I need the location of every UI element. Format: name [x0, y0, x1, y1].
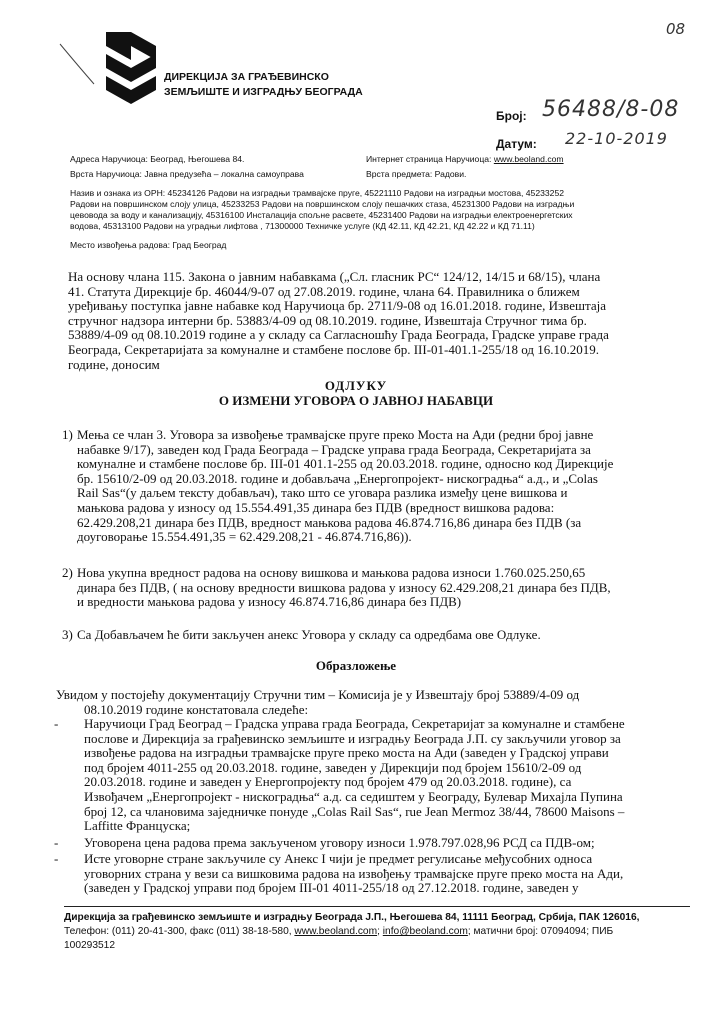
contracting-type: Врста Наручиоца: Јавна предузећа – локална самоуправа — [70, 169, 304, 179]
item-line: Rail Sas“(у даљем тексту добављач), тако што се уговара разлика између цене вишкова и — [77, 485, 568, 501]
decision-title: ОДЛУКУ — [324, 378, 388, 393]
bullet-line: извођење радова на изградњи трамвајске пруге преко моста на Ади (заведен у Градској управи — [84, 745, 609, 761]
decision-item-3 — [62, 628, 690, 643]
broj-value: 56488/8-08 — [542, 97, 680, 122]
scribble-mark — [58, 38, 98, 88]
orn-line: цевовода за воду и канализацију, 45316100 Инсталација спољне расвете, 45231400 Радови на изградњи електроенергетских — [70, 210, 573, 220]
item-line: и вредности мањкова радова у износу 46.874.716,86 динара без ПДВ) — [77, 594, 462, 610]
footer-line2 — [64, 925, 694, 939]
footer-rule — [64, 906, 690, 907]
org-name-line1: ДИРЕКЦИЈА ЗА ГРАЂЕВИНСКО — [164, 71, 329, 83]
intro-line: 41. Статута Дирекције бр. 46044/9-07 од 27.08.2019. године, члана 64. Правилника о ближем — [68, 283, 580, 299]
address: Адреса Наручиоца: Београд, Његошева 84. — [70, 154, 245, 164]
bullet-line: послове и Дирекција за грађевинско земљиште и изградњу Београда Ј.П. су закључили уговор за — [84, 730, 621, 746]
bullet-line: уговорних страна у вези са вишковима радова на извођењу трамвајске пруге преко моста на Ади, — [84, 865, 624, 881]
footer-email-link[interactable]: info@beoland.com — [382, 926, 468, 937]
intro-paragraph — [68, 270, 690, 372]
reasoning-intro-line: Увидом у постојећу документацију Стручни тим – Комисија је у Извештају број 53889/4-09 од — [56, 687, 580, 702]
orn-line: Назив и ознака из ОРН: 45234126 Радови на изградњи трамвајске пруге, 45221110 Радови на изградњи мостова, 45233252 — [70, 188, 565, 198]
website-link[interactable]: www.beoland.com — [493, 154, 564, 164]
item-line: Мења се члан 3. Уговора за извођење трамвајске пруге преко Моста на Ади (редни број јавне — [77, 427, 594, 442]
org-logo-icon — [104, 30, 158, 108]
decision-item-2 — [62, 566, 690, 610]
orn-block — [70, 188, 690, 232]
reasoning-bullet-3 — [54, 852, 690, 896]
bullet-dash: - — [54, 851, 59, 866]
intro-line: На основу члана 115. Закона о јавним набавкама („Сл. гласник РС“ 124/12, 14/15 и 68/15), члана — [68, 269, 601, 284]
item-line: Са Добављачем ће бити закључен анекс Уговора у складу са одредбама ове Одлуке. — [77, 627, 541, 642]
item-line: динара без ПДВ, ( на основу вредности вишкова радова у износу 62.429.208,21 динара без ПДВ, — [77, 579, 611, 595]
bullet-line: Исте уговорне стране закључиле су Анекс I чији је предмет регулисање међусобних односа — [84, 851, 593, 866]
item-line: набавке 9/17), заведен код Града Београда – Градске управа града Београда, Секретаријата за — [77, 441, 591, 457]
footer — [64, 911, 694, 953]
bullet-line: под бројем 4011-255 од 20.03.2018. године, заведен у Дирекцији под бројем 15610/2-09 од — [84, 759, 582, 775]
website-line — [366, 154, 564, 165]
intro-line: Београда, Секретаријата за комуналне и стамбене послове бр. III-01-401.1-255/18 од 16.10.2019. — [68, 341, 600, 357]
decision-subtitle: О ИЗМЕНИ УГОВОРА О ЈАВНОЈ НАБАВЦИ — [218, 393, 494, 408]
item-line: доуговорање 15.554.491,35 = 62.429.208,21 - 46.874.716,86)). — [77, 529, 412, 545]
footer-ids: ; матични број: 07094094; ПИБ — [467, 926, 614, 937]
item-line: Нова укупна вредност радова на основу вишкова и мањкова радова износи 1.760.025.250,65 — [77, 565, 586, 580]
bullet-line: (заведен у Градској управи под бројем III-01 4011-255/18 од 27.12.2018. године, заведен у — [84, 880, 579, 896]
bullet-line: 20.03.2018. године и заведен у Енергопројекту под бројем 479 од 20.03.2018. године), са — [84, 774, 572, 790]
item-line: бр. 15610/2-09 од 20.03.2018. године и добављача „Енергопројект- нискоградња“ а.д., и „Colas — [77, 470, 598, 486]
intro-line: године, доносим — [68, 356, 160, 372]
footer-line3: 100293512 — [64, 940, 115, 951]
broj-label: Број: — [496, 109, 527, 123]
subject-type: Врста предмета: Радови. — [366, 169, 467, 179]
work-location: Место извођења радова: Град Београд — [70, 240, 227, 250]
reasoning-intro-line: 08.10.2019 године констатовала следеће: — [84, 701, 309, 717]
bullet-line: Уговорена цена радова према закљученом уговору износи 1.978.797.028,96 РСД са ПДВ-ом; — [84, 835, 595, 850]
bullet-line: Laffitte Француска; — [84, 818, 191, 834]
orn-line: водова, 45313100 Радови на уградњи лифтова , 71300000 Техничке услуге (КД 42.11, КД 42.21, КД 42.22 и КД 71.11) — [70, 221, 535, 231]
datum-value: 22-10-2019 — [565, 129, 668, 148]
item-number: 3) — [62, 627, 73, 642]
reasoning-intro — [56, 688, 690, 717]
footer-line1: Дирекција за грађевинско земљиште и изградњу Београда Ј.П., Његошева 84, 11111 Београд, Србија, ПАК 126016, — [64, 912, 640, 923]
org-name — [164, 70, 363, 100]
intro-line: 53889/4-09 од 08.10.2019 године а у складу са Сагласношћу Града Београда, Градске управе града — [68, 327, 609, 343]
bullet-line: Наручиоци Град Београд – Градска управа града Београда, Секретаријат за комуналне и стамбене — [84, 716, 625, 731]
footer-phone: Телефон: (011) 20-41-300, факс (011) 38-18-580, — [64, 926, 292, 937]
page-number: 08 — [666, 20, 686, 38]
datum-label: Датум: — [496, 137, 537, 151]
org-name-line2: ЗЕМЉИШТЕ И ИЗГРАДЊУ БЕОГРАДА — [164, 86, 363, 98]
reasoning-bullet-1 — [54, 717, 690, 834]
intro-line: стручног надзора интерни бр. 53883/4-09 од 08.10.2019. године, Извештаја Стручног тима бр. — [68, 312, 587, 328]
bullet-line: број 12, са члановима заједничке понуде „Colas Rail Sas“, rue Jean Mermoz 38/44, 78600 Maisons – — [84, 803, 625, 819]
item-number: 2) — [62, 565, 73, 580]
item-number: 1) — [62, 427, 73, 442]
intro-line: уређивању поступка јавне набавке код Наручиоца бр. 2711/9-08 од 16.01.2018. године, Извештаја — [68, 298, 607, 314]
bullet-dash: - — [54, 716, 59, 731]
bullet-dash: - — [54, 835, 59, 850]
item-line: 62.429.208,21 динара без ПДВ, вредност мањкова радова 46.874.716,86 динара без ПДВ (за — [77, 514, 582, 530]
reasoning-bullet-2 — [54, 836, 690, 851]
website-label: Интернет страница Наручиоца: — [366, 154, 492, 164]
decision-item-1 — [62, 428, 690, 545]
item-line: комуналне и стамбене послове бр. III-01 401.1-255 од 20.03.2018. године, односно код Дирекције — [77, 456, 614, 472]
orn-line: Радови на површинском слоју улица, 45233253 Радови на површинском слоју пешачких стаза, 45231300 Радови на изградњи — [70, 199, 575, 209]
item-line: мањкова радова у износу од 15.554.491,35 динара без ПДВ (вредност вишкова радова: — [77, 499, 555, 515]
footer-sep: ; — [377, 926, 380, 937]
footer-web-link[interactable]: www.beoland.com — [294, 926, 378, 937]
bullet-line: Извођачем „Енергопројект - нискоградња“ а.д. са седиштем у Београду, Булевар Михајла Пупина — [84, 788, 623, 804]
reasoning-title: Образложење — [315, 658, 397, 673]
